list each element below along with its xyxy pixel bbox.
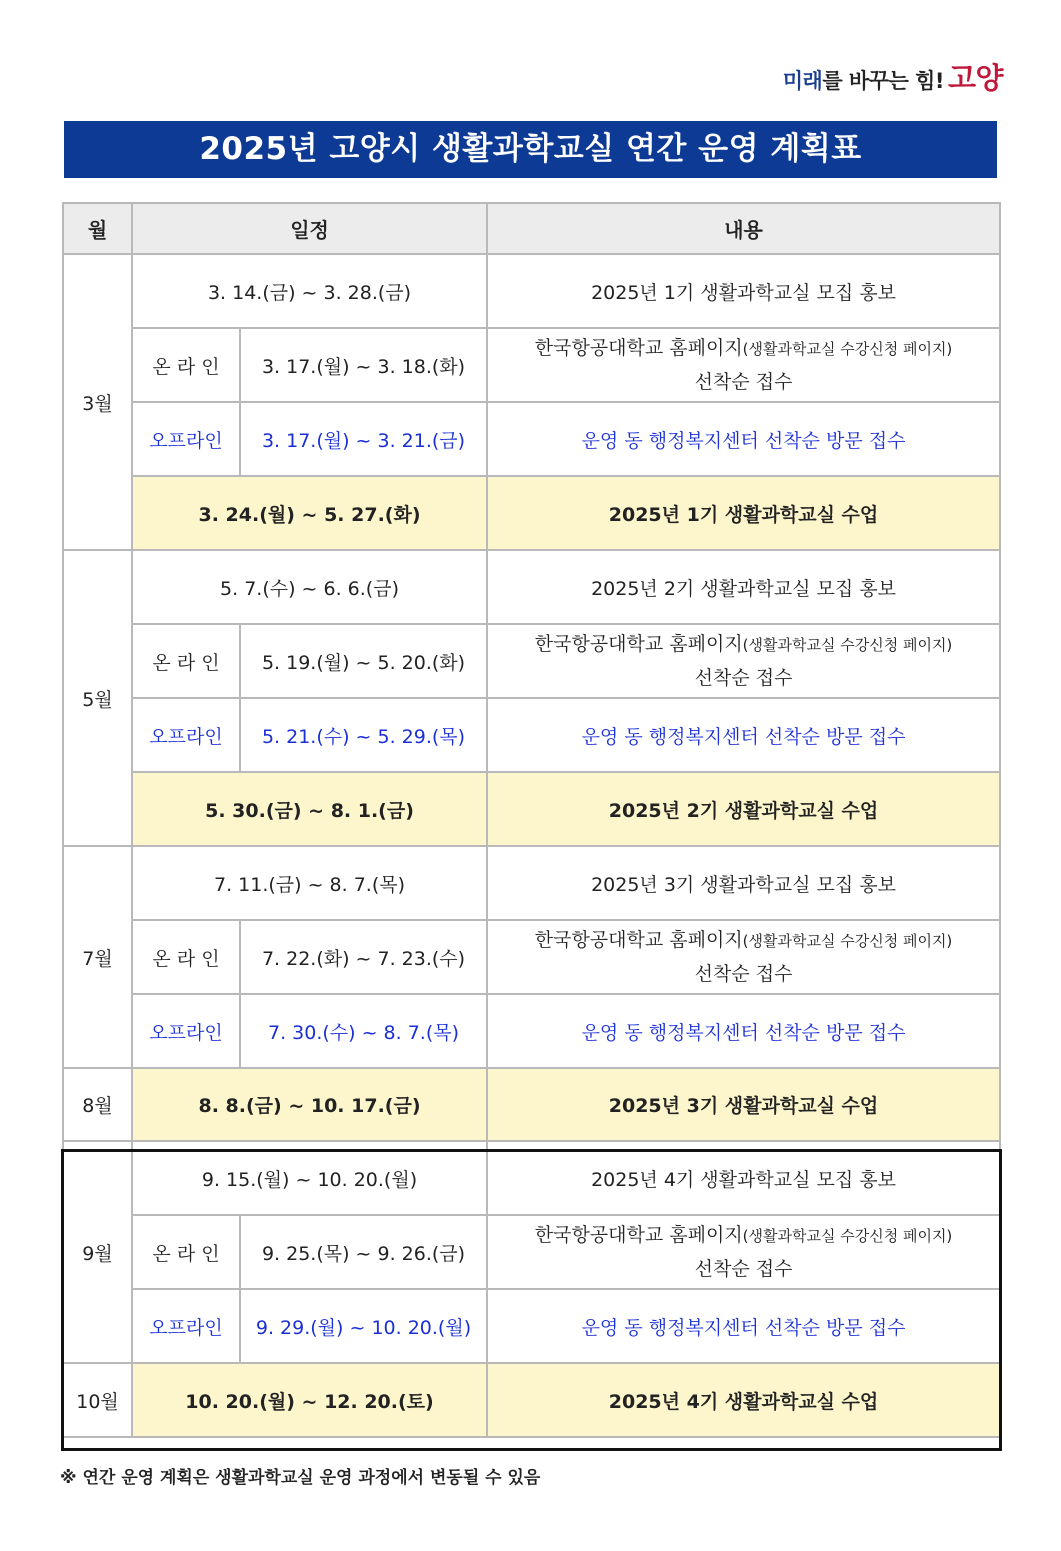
online-date: 9. 25.(목) ~ 9. 26.(금): [240, 1215, 487, 1289]
table-row: [63, 254, 1000, 328]
homepage-sub: (생활과학교실 수강신청 페이지): [742, 1226, 953, 1245]
homepage-main: 한국항공대학교 홈페이지: [534, 1223, 743, 1246]
table-row: [63, 994, 1000, 1068]
online-date: 5. 19.(월) ~ 5. 20.(화): [240, 624, 487, 698]
promo-text: 2025년 3기 생활과학교실 모집 홍보: [487, 846, 1000, 920]
first-come-text: 선착순 접수: [694, 666, 793, 689]
table-row: [63, 1068, 1000, 1141]
promo-text: 2025년 2기 생활과학교실 모집 홍보: [487, 550, 1000, 624]
promo-text: 2025년 4기 생활과학교실 모집 홍보: [487, 1141, 1000, 1215]
slogan-part2: 를 바꾸는 힘!: [822, 69, 944, 93]
class-date: 8. 8.(금) ~ 10. 17.(금): [132, 1068, 487, 1141]
class-date: 5. 30.(금) ~ 8. 1.(금): [132, 772, 487, 846]
homepage-sub: (생활과학교실 수강신청 페이지): [742, 339, 953, 358]
homepage-main: 한국항공대학교 홈페이지: [534, 632, 743, 655]
table-row: [63, 698, 1000, 772]
online-content: [487, 328, 1000, 402]
online-label: 온 라 인: [132, 328, 240, 402]
header-schedule: 일정: [132, 203, 487, 254]
offline-label: 오프라인: [132, 402, 240, 476]
table-header-row: [63, 203, 1000, 254]
class-date: 3. 24.(월) ~ 5. 27.(화): [132, 476, 487, 550]
table-row: [63, 1215, 1000, 1289]
first-come-text: 선착순 접수: [694, 962, 793, 985]
class-text: 2025년 3기 생활과학교실 수업: [487, 1068, 1000, 1141]
month-cell: 5월: [63, 550, 132, 846]
table-row: [63, 550, 1000, 624]
homepage-sub: (생활과학교실 수강신청 페이지): [742, 635, 953, 654]
first-come-text: 선착순 접수: [694, 1257, 793, 1280]
online-content: [487, 624, 1000, 698]
month-cell: 9월: [63, 1141, 132, 1363]
promo-date: 9. 15.(월) ~ 10. 20.(월): [132, 1141, 487, 1215]
month-cell: 7월: [63, 846, 132, 1068]
table-row: [63, 1289, 1000, 1363]
table-row: [63, 772, 1000, 846]
class-text: 2025년 2기 생활과학교실 수업: [487, 772, 1000, 846]
month-cell: 8월: [63, 1068, 132, 1141]
homepage-main: 한국항공대학교 홈페이지: [534, 928, 743, 951]
class-text: 2025년 1기 생활과학교실 수업: [487, 476, 1000, 550]
offline-label: 오프라인: [132, 994, 240, 1068]
homepage-sub: (생활과학교실 수강신청 페이지): [742, 931, 953, 950]
page-title: 2025년 고양시 생활과학교실 연간 운영 계획표: [64, 121, 997, 178]
goyang-logo: 고양: [947, 61, 1003, 95]
table-row: [63, 920, 1000, 994]
footnote: ※ 연간 운영 계획은 생활과학교실 운영 과정에서 변동될 수 있음: [60, 1468, 541, 1488]
schedule-table: [62, 202, 1001, 1438]
offline-content: 운영 동 행정복지센터 선착순 방문 접수: [487, 698, 1000, 772]
first-come-text: 선착순 접수: [694, 370, 793, 393]
promo-text: 2025년 1기 생활과학교실 모집 홍보: [487, 254, 1000, 328]
online-label: 온 라 인: [132, 1215, 240, 1289]
homepage-main: 한국항공대학교 홈페이지: [534, 336, 743, 359]
offline-content: 운영 동 행정복지센터 선착순 방문 접수: [487, 994, 1000, 1068]
table-row: [63, 624, 1000, 698]
online-label: 온 라 인: [132, 920, 240, 994]
promo-date: 3. 14.(금) ~ 3. 28.(금): [132, 254, 487, 328]
online-content: [487, 920, 1000, 994]
table-row: [63, 1141, 1000, 1215]
table-row: [63, 846, 1000, 920]
online-label: 온 라 인: [132, 624, 240, 698]
offline-date: 3. 17.(월) ~ 3. 21.(금): [240, 402, 487, 476]
online-date: 3. 17.(월) ~ 3. 18.(화): [240, 328, 487, 402]
promo-date: 7. 11.(금) ~ 8. 7.(목): [132, 846, 487, 920]
table-row: [63, 402, 1000, 476]
offline-content: 운영 동 행정복지센터 선착순 방문 접수: [487, 1289, 1000, 1363]
table-row: [63, 476, 1000, 550]
month-cell: 10월: [63, 1363, 132, 1437]
table-row: [63, 328, 1000, 402]
offline-date: 5. 21.(수) ~ 5. 29.(목): [240, 698, 487, 772]
slogan-part1: 미래: [782, 69, 823, 93]
table-row: [63, 1363, 1000, 1437]
month-cell: 3월: [63, 254, 132, 550]
offline-date: 7. 30.(수) ~ 8. 7.(목): [240, 994, 487, 1068]
offline-content: 운영 동 행정복지센터 선착순 방문 접수: [487, 402, 1000, 476]
header-month: 월: [63, 203, 132, 254]
offline-label: 오프라인: [132, 1289, 240, 1363]
online-content: [487, 1215, 1000, 1289]
promo-date: 5. 7.(수) ~ 6. 6.(금): [132, 550, 487, 624]
class-date: 10. 20.(월) ~ 12. 20.(토): [132, 1363, 487, 1437]
class-text: 2025년 4기 생활과학교실 수업: [487, 1363, 1000, 1437]
offline-date: 9. 29.(월) ~ 10. 20.(월): [240, 1289, 487, 1363]
header-content: 내용: [487, 203, 1000, 254]
offline-label: 오프라인: [132, 698, 240, 772]
slogan: [783, 56, 1003, 97]
online-date: 7. 22.(화) ~ 7. 23.(수): [240, 920, 487, 994]
